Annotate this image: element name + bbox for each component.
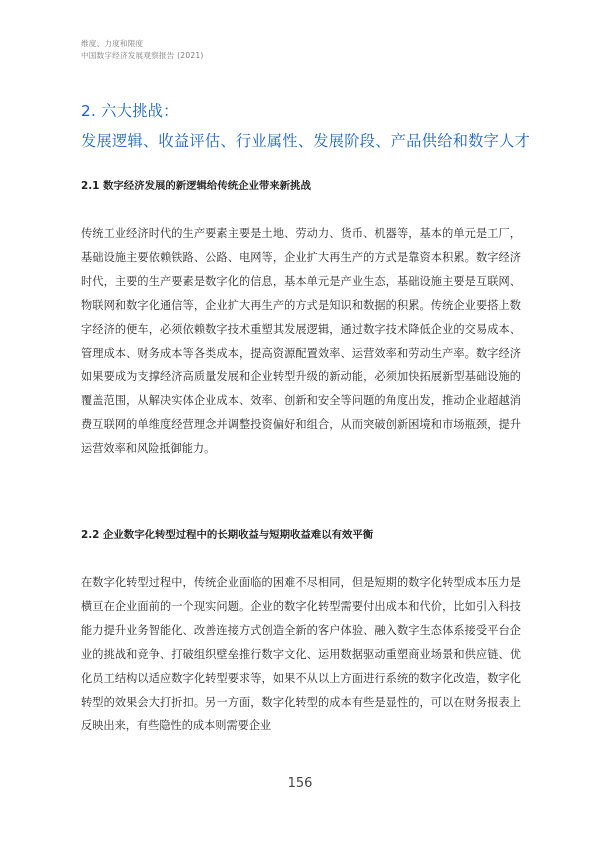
section-heading [81,96,530,156]
page-number: 156 [287,776,313,791]
body-paragraph-2-2: 在数字化转型过程中，传统企业面临的困难不尽相同，但是短期的数字化转型成本压力是横亘在企业面前的一个现实问题。企业的数字化转型需要付出成本和代价，比如引入科技能力提升业务智能化、改善连接方式创造全新的客户体验、融入数字生态体系接受平台企业的挑战和竞争、打破组织壁垒推行数字文化、运用数据驱动重塑商业场景和供应链、优化员工结构以适应数字化转型要求等，如果不从以上方面进行系统的数字化改造，数字化转型的效果会大打折扣。另一方面，数字化转型的成本有些是显性的，可以在财务报表上反映出来，有些隐性的成本则需要企业 [81,576,521,733]
header-report-series: 维度、力度和限度 [81,39,144,48]
header-report-title: 中国数字经济发展观察报告 (2021) [81,51,204,60]
body-paragraph-2-1: 传统工业经济时代的生产要素主要是土地、劳动力、货币、机器等，基本的单元是工厂，基础设施主要依赖铁路、公路、电网等，企业扩大再生产的方式是靠资本积累。数字经济时代，主要的生产要素是数字化的信息，基本单元是产业生态，基础设施主要是互联网、物联网和数字化通信等，企业扩大再生产的方式是知识和数据的积累。传统企业要搭上数字经济的便车，必须依赖数字技术重塑其发展逻辑，通过数字技术降低企业的交易成本、管理成本、财务成本等各类成本，提高资源配置效率、运营效率和劳动生产率。数字经济如果要成为支撑经济高质量发展和企业转型升级的新动能，必须加快拓展新型基础设施的覆盖范围，从解决实体企业成本、效率、创新和安全等问题的角度出发，推动企业超越消费互联网的单维度经营理念并调整投资偏好和组合，从而突破创新困境和市场瓶颈，提升运营效率和风险抵御能力。 [81,227,521,456]
subsection-heading-2-2: 2.2 企业数字化转型过程中的长期收益与短期收益难以有效平衡 [81,529,374,541]
running-header [81,38,204,62]
subsection-heading-2-1: 2.1 数字经济发展的新逻辑给传统企业带来新挑战 [81,180,311,192]
section-title-line1: 2. 六大挑战： [81,102,179,120]
section-title-line2: 发展逻辑、收益评估、行业属性、发展阶段、产品供给和数字人才 [81,132,531,150]
